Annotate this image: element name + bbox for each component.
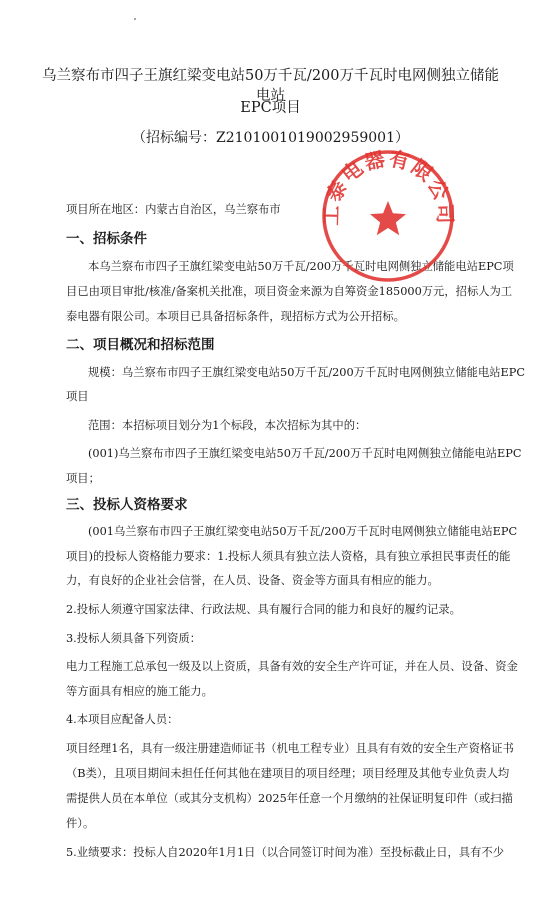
section-3-line-7: 等方面具有相应的施工能力。 — [66, 685, 213, 698]
project-location: 项目所在地区：内蒙古自治区，乌兰察布市 — [66, 203, 281, 216]
section-2-line-5: 项目； — [66, 472, 100, 485]
section-1-line-1: 本乌兰察布市四子王旗红梁变电站50万千瓦/200万千瓦时电网侧独立储能电站EPC项 — [88, 260, 514, 273]
section-3-line-2: 项目)的投标人资格能力要求：1.投标人须具有独立法人资格，具有独立承担民事责任的能 — [66, 550, 511, 563]
section-1-heading: 一、招标条件 — [66, 231, 147, 247]
speck — [134, 18, 136, 20]
section-1-line-3: 泰电器有限公司。本项目已具备招标条件，现招标方式为公开招标。 — [66, 310, 405, 323]
section-2-line-2: 项目 — [66, 390, 89, 403]
section-3-line-9: 项目经理1名，具有一级注册建造师证书（机电工程专业）且具有有效的安全生产资格证书 — [66, 742, 514, 755]
section-3-line-5: 3.投标人须具备下列资质： — [66, 632, 202, 645]
section-1-line-2: 目已由项目审批/核准/备案机关批准，项目资金来源为自筹资金185000万元，招标人为工 — [66, 285, 513, 298]
section-3-line-3: 力，有良好的企业社会信誉，在人员、设备、资金等方面具有相应的能力。 — [66, 574, 439, 587]
section-2-line-1: 规模：乌兰察布市四子王旗红梁变电站50万千瓦/200万千瓦时电网侧独立储能电站EPC — [88, 366, 526, 379]
tender-code: （招标编号：Z2101001019002959001） — [132, 130, 409, 146]
doc-title-line-1: 乌兰察布市四子王旗红梁变电站50万千瓦/200万千瓦时电网侧独立储能电站 — [41, 68, 499, 104]
section-2-line-4: (001)乌兰察布市四子王旗红梁变电站50万千瓦/200万千瓦时电网侧独立储能电站EPC — [88, 447, 522, 460]
section-3-line-4: 2.投标人须遵守国家法律、行政法规、具有履行合同的能力和良好的履约记录。 — [66, 603, 461, 616]
section-2-heading: 二、项目概况和招标范围 — [66, 337, 215, 353]
section-3-line-8: 4.本项目应配备人员： — [66, 713, 179, 726]
section-2-line-3: 范围：本招标项目划分为1个标段，本次招标为其中的： — [88, 419, 367, 432]
section-3-line-11: 需提供人员在本单位（或其分支机构）2025年任意一个月缴纳的社保证明复印件（或扫描 — [66, 792, 513, 805]
doc-title-line-2: EPC项目 — [240, 100, 301, 116]
seal-star-icon — [370, 201, 406, 235]
section-3-heading: 三、投标人资格要求 — [66, 497, 188, 513]
section-3-line-6: 电力工程施工总承包一级及以上资质，具备有效的安全生产许可证，并在人员、设备、资金 — [66, 660, 518, 673]
section-3-line-13: 5.业绩要求：投标人自2020年1月1日（以合同签订时间为准）至投标截止日，具有不少 — [66, 846, 505, 859]
section-3-line-10: （B类），且项目期间未担任任何其他在建项目的项目经理；项目经理及其他专业负责人均 — [66, 767, 510, 780]
svg-text:工泰电器有限公司: 工泰电器有限公司 — [318, 146, 458, 226]
section-3-line-1: (001乌兰察布市四子王旗红梁变电站50万千瓦/200万千瓦时电网侧独立储能电站EPC — [88, 525, 518, 538]
section-3-line-12: 件）。 — [66, 817, 95, 830]
company-seal-stamp — [318, 146, 458, 286]
